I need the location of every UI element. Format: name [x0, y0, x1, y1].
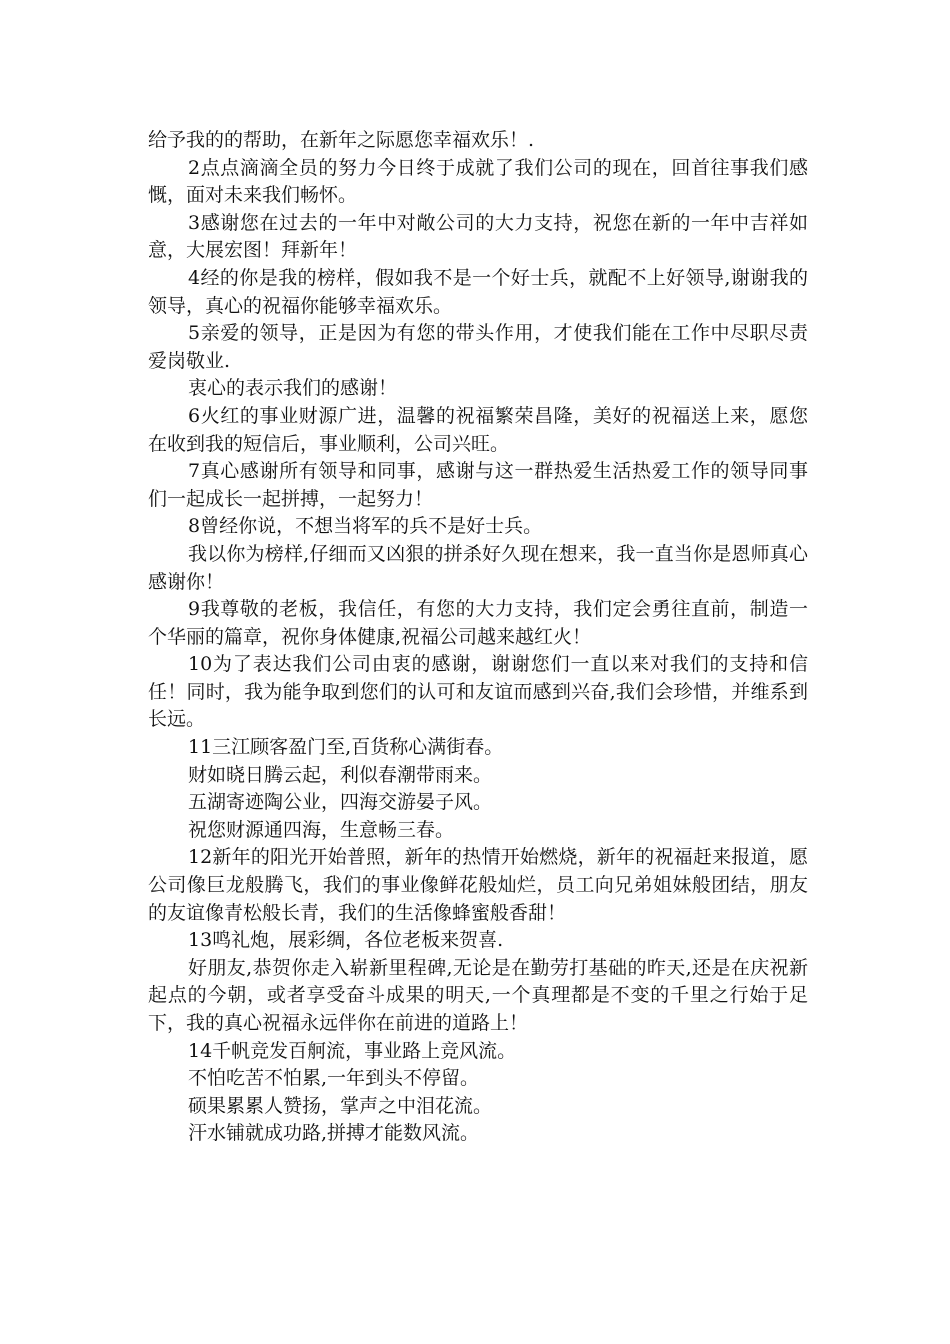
- paragraph-wish-5-cont: 衷心的表示我们的感谢！: [188, 377, 398, 400]
- paragraph-wish-7: 7真心感谢所有领导和同事，感谢与这一群热爱生活热爱工作的领导同事们一起成长一起拼搏，一起努力！: [148, 460, 808, 510]
- paragraph-wish-8-cont: 我以你为榜样,仔细而又凶狠的拼杀好久现在想来，我一直当你是恩师真心感谢你！: [148, 542, 808, 593]
- paragraph-wish-13: 13鸣礼炮，展彩绸，各位老板来贺喜.: [188, 929, 504, 952]
- paragraph-wish-13-cont: 好朋友,恭贺你走入崭新里程碑,无论是在勤劳打基础的昨天,还是在庆祝新起点的今朝，或者享受奋斗成果的明天,一个真理都是不变的千里之行始于足下，我的真心祝福永远伴你在前进的道路上！: [148, 956, 808, 1034]
- paragraph-wish-11-line-2: 财如晓日腾云起，利似春潮带雨来。: [188, 763, 493, 786]
- paragraph-wish-8: 8曾经你说，不想当将军的兵不是好士兵。: [188, 515, 543, 538]
- paragraph-wish-10: 10为了表达我们公司由衷的感谢，谢谢您们一直以来对我们的支持和信任！同时，我为能争取到您们的认可和友谊而感到兴奋,我们会珍惜，并维系到长远。: [148, 653, 808, 731]
- paragraph-wish-14-line-3: 硕果累累人赞扬，掌声之中泪花流。: [188, 1094, 493, 1117]
- paragraph-wish-12: 12新年的阳光开始普照，新年的热情开始燃烧，新年的祝福赶来报道，愿公司像巨龙般腾飞，我们的事业像鲜花般灿烂，员工向兄弟姐妹般团结，朋友的友谊像青松般长青，我们的生活像蜂蜜般香甜！: [148, 846, 808, 924]
- paragraph-wish-11: 11三江顾客盈门至,百货称心满街春。: [188, 736, 504, 759]
- paragraph-continuation: 给予我的的帮助，在新年之际愿您幸福欢乐！.: [148, 129, 535, 151]
- paragraph-wish-3: 3感谢您在过去的一年中对敞公司的大力支持，祝您在新的一年中吉祥如意，大展宏图！拜新年！: [148, 211, 808, 262]
- paragraph-wish-14-line-2: 不怕吃苦不怕累,一年到头不停留。: [188, 1067, 480, 1090]
- paragraph-wish-14-line-4: 汗水铺就成功路,拼搏才能数风流。: [188, 1122, 480, 1145]
- paragraph-wish-6: 6火红的事业财源广进，温馨的祝福繁荣昌隆，美好的祝福送上来，愿您在收到我的短信后，事业顺利，公司兴旺。: [148, 404, 808, 455]
- paragraph-wish-14: 14千帆竞发百舸流，事业路上竞风流。: [188, 1039, 517, 1062]
- paragraph-wish-11-line-3: 五湖寄迹陶公业，四海交游晏子风。: [188, 791, 493, 814]
- paragraph-wish-2: 2点点滴滴全员的努力今日终于成就了我们公司的现在，回首往事我们感慨，面对未来我们畅怀。: [148, 156, 808, 207]
- paragraph-wish-11-line-4: 祝您财源通四海，生意畅三春。: [188, 818, 455, 841]
- paragraph-wish-5: 5亲爱的领导，正是因为有您的带头作用，才使我们能在工作中尽职尽责爱岗敬业.: [148, 322, 808, 372]
- document-body: [148, 127, 808, 1148]
- paragraph-wish-4: 4经的你是我的榜样，假如我不是一个好士兵，就配不上好领导,谢谢我的领导，真心的祝福你能够幸福欢乐。: [148, 266, 808, 317]
- paragraph-wish-9: 9我尊敬的老板，我信任，有您的大力支持，我们定会勇往直前，制造一个华丽的篇章，祝你身体健康,祝福公司越来越红火！: [148, 598, 808, 648]
